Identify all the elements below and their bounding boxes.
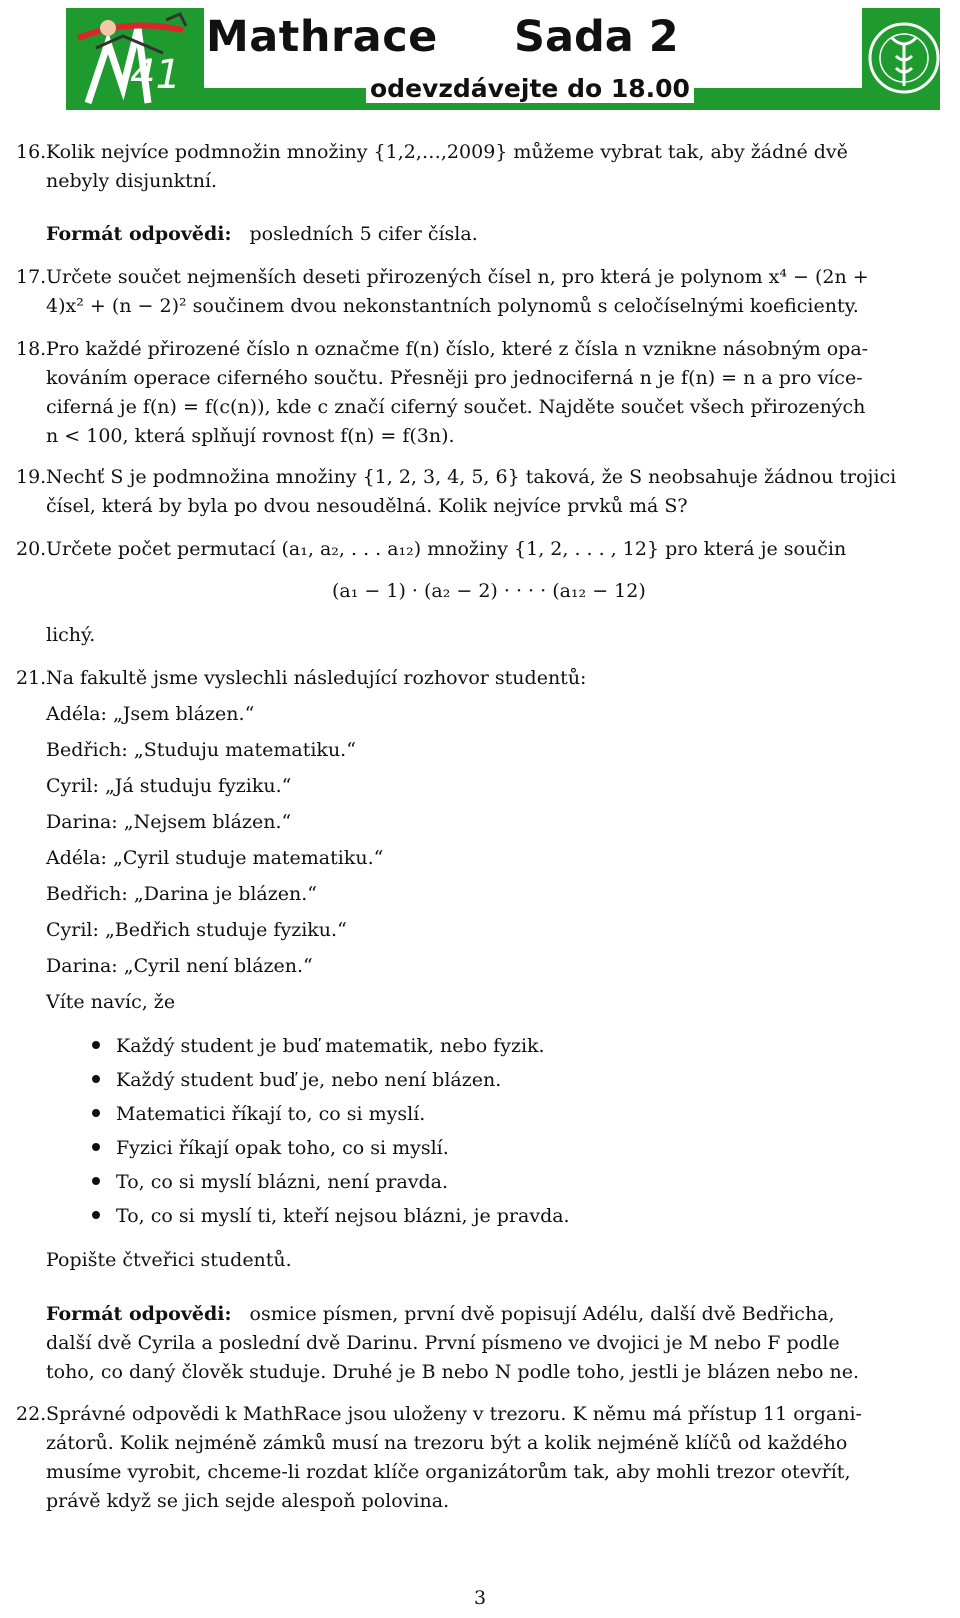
list-item: To, co si myslí ti, kteří nejsou blázni, je pravda. <box>92 1202 570 1231</box>
bullet-icon <box>92 1211 100 1219</box>
problem-number: 18. <box>16 338 47 360</box>
list-item: Každý student buď je, nebo není blázen. <box>92 1066 501 1095</box>
problem-number: 19. <box>16 466 47 488</box>
problem-number: 20. <box>16 538 47 560</box>
problem-text-line: n < 100, která splňují rovnost f(n) = f(3n). <box>46 425 455 447</box>
bullet-icon <box>92 1143 100 1151</box>
problem-text-line: čísel, která by byla po dvou nesoudělná. Kolik nejvíce prvků má S? <box>46 495 688 517</box>
dialogue-line: Cyril: „Já studuju fyziku.“ <box>46 775 292 797</box>
problem-text-line: Kolik nejvíce podmnožin množiny {1,2,…,2009} můžeme vybrat tak, aby žádné dvě <box>46 141 848 163</box>
answer-format-label: Formát odpovědi: <box>46 1303 232 1325</box>
bullet-icon <box>92 1075 100 1083</box>
list-item: Fyzici říkají opak toho, co si myslí. <box>92 1134 449 1163</box>
problem-text-line: 4)x² + (n − 2)² součinem dvou nekonstantních polynomů s celočíselnými koeficienty. <box>46 295 859 317</box>
banner-deadline: odevzdávejte do 18.00 <box>366 74 694 103</box>
list-item: Každý student je buď matematik, nebo fyzik. <box>92 1032 545 1061</box>
display-equation: (a₁ − 1) · (a₂ − 2) · · · · (a₁₂ − 12) <box>332 580 646 602</box>
problem-text-line: Nechť S je podmnožina množiny {1, 2, 3, 4, 5, 6} taková, že S neobsahuje žádnou trojici <box>46 466 897 488</box>
problem-text-line: Pro každé přirozené číslo n označme f(n) číslo, které z čísla n vznikne násobným opa- <box>46 338 869 360</box>
answer-format-text: další dvě Cyrila a poslední dvě Darinu. První písmeno ve dvojici je M nebo F podle <box>46 1332 840 1354</box>
svg-text:41: 41 <box>130 52 181 98</box>
list-item: Matematici říkají to, co si myslí. <box>92 1100 425 1129</box>
problem-number: 21. <box>16 667 47 689</box>
dialogue-line: Cyril: „Bedřich studuje fyziku.“ <box>46 919 347 941</box>
dialogue-line: Darina: „Cyril není blázen.“ <box>46 955 313 977</box>
dialogue-line: Bedřich: „Darina je blázen.“ <box>46 883 318 905</box>
list-item: To, co si myslí blázni, není pravda. <box>92 1168 448 1197</box>
problem-text-line: právě když se jich sejde alespoň polovina. <box>46 1490 450 1512</box>
problem-text-line: Víte navíc, že <box>46 991 176 1013</box>
bullet-icon <box>92 1109 100 1117</box>
banner-set-label: Sada 2 <box>514 12 679 62</box>
bullet-icon <box>92 1177 100 1185</box>
page-number: 3 <box>473 1587 487 1609</box>
problem-number: 22. <box>16 1403 47 1425</box>
banner-title: Mathrace <box>206 12 438 62</box>
dialogue-line: Adéla: „Cyril studuje matematiku.“ <box>46 847 384 869</box>
problem-text-line: ciferná je f(n) = f(c(n)), kde c značí ciferný součet. Najděte součet všech přirozených <box>46 396 866 418</box>
answer-format <box>46 1300 835 1329</box>
answer-format-text: osmice písmen, první dvě popisují Adélu, další dvě Bedřicha, <box>249 1303 835 1325</box>
dialogue-line: Adéla: „Jsem blázen.“ <box>46 703 255 725</box>
problem-text-line: musíme vyrobit, chceme-li rozdat klíče organizátorům tak, aby mohli trezor otevřít, <box>46 1461 851 1483</box>
dialogue-line: Darina: „Nejsem blázen.“ <box>46 811 292 833</box>
problem-text-line: Správné odpovědi k MathRace jsou uloženy v trezoru. K němu má přístup 11 organi- <box>46 1403 862 1425</box>
problem-text-line: Určete počet permutací (a₁, a₂, . . . a₁₂) množiny {1, 2, . . . , 12} pro která je součin <box>46 538 847 560</box>
problem-text-line: Určete součet nejmenších deseti přirozených čísel n, pro která je polynom x⁴ − (2n + <box>46 266 869 288</box>
answer-format-text: toho, co daný člověk studuje. Druhé je B nebo N podle toho, jestli je blázen nebo ne. <box>46 1361 859 1383</box>
answer-format <box>46 220 478 249</box>
problem-text-line: nebyly disjunktní. <box>46 170 218 192</box>
problem-number: 16. <box>16 141 47 163</box>
problem-text-line: Popište čtveřici studentů. <box>46 1249 292 1271</box>
problem-text-line: lichý. <box>46 624 96 646</box>
problem-text-line: kováním operace ciferného součtu. Přesněji pro jednociferná n je f(n) = n a pro více- <box>46 367 863 389</box>
problem-text-line: zátorů. Kolik nejméně zámků musí na trezoru být a kolik nejméně klíčů od každého <box>46 1432 848 1454</box>
answer-format-label: Formát odpovědi: <box>46 223 232 245</box>
dialogue-line: Bedřich: „Studuju matematiku.“ <box>46 739 356 761</box>
problem-number: 17. <box>16 266 47 288</box>
problem-text-line: Na fakultě jsme vyslechli následující rozhovor studentů: <box>46 667 587 689</box>
answer-format-text: posledních 5 cifer čísla. <box>249 223 478 245</box>
bullet-icon <box>92 1041 100 1049</box>
